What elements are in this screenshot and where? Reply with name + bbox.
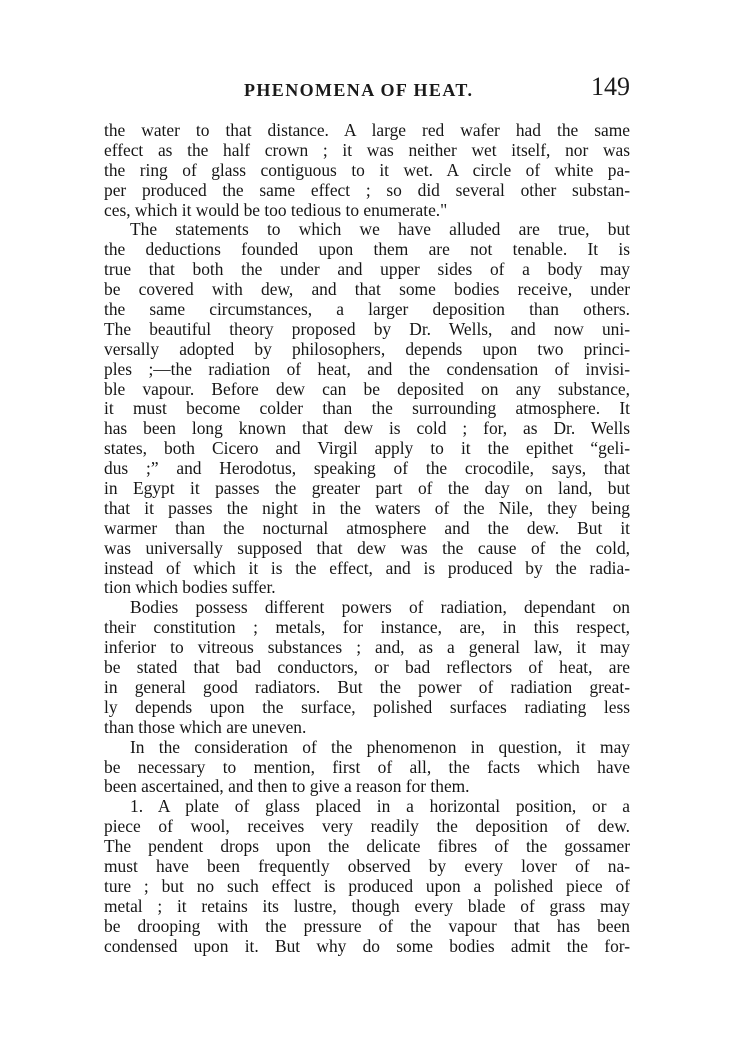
text-line: The beautiful theory proposed by Dr. Wells, and now uni- bbox=[104, 319, 630, 339]
text-line: the ring of glass contiguous to it wet. A circle of white pa- bbox=[104, 160, 630, 180]
text-line: be necessary to mention, first of all, the facts which have bbox=[104, 757, 630, 777]
text-line: has been long known that dew is cold ; for, as Dr. Wells bbox=[104, 419, 630, 439]
text-line: warmer than the nocturnal atmosphere and the dew. But it bbox=[104, 518, 630, 538]
text-line: the deductions founded upon them are not tenable. It is bbox=[104, 240, 630, 260]
body-text bbox=[104, 121, 630, 956]
text-line: in general good radiators. But the power of radiation great- bbox=[104, 677, 630, 697]
text-line: condensed upon it. But why do some bodies admit the for- bbox=[104, 936, 630, 956]
running-title: PHENOMENA OF HEAT. bbox=[244, 80, 474, 100]
text-line: versally adopted by philosophers, depends upon two princi- bbox=[104, 339, 630, 359]
text-line: instead of which it is the effect, and is produced by the radia- bbox=[104, 558, 630, 578]
text-line: ture ; but no such effect is produced upon a polished piece of bbox=[104, 876, 630, 896]
text-line: ples ;—the radiation of heat, and the condensation of invisi- bbox=[104, 359, 630, 379]
text-line: effect as the half crown ; it was neither wet itself, nor was bbox=[104, 140, 630, 160]
text-line: their constitution ; metals, for instance, are, in this respect, bbox=[104, 618, 630, 638]
page-number: 149 bbox=[591, 72, 630, 101]
text-line: true that both the under and upper sides of a body may bbox=[104, 260, 630, 280]
text-line: be covered with dew, and that some bodies receive, under bbox=[104, 280, 630, 300]
text-line: must have been frequently observed by every lover of na- bbox=[104, 856, 630, 876]
text-line: be drooping with the pressure of the vapour that has been bbox=[104, 916, 630, 936]
text-line: than those which are uneven. bbox=[104, 717, 307, 737]
text-line: states, both Cicero and Virgil apply to it the epithet “geli- bbox=[104, 439, 630, 459]
text-line: be stated that bad conductors, or bad reflectors of heat, are bbox=[104, 658, 630, 678]
text-line: ble vapour. Before dew can be deposited on any substance, bbox=[104, 379, 630, 399]
text-line: piece of wool, receives very readily the deposition of dew. bbox=[104, 817, 630, 837]
text-line: that it passes the night in the waters of the Nile, they being bbox=[104, 498, 630, 518]
text-line: in Egypt it passes the greater part of the day on land, but bbox=[104, 479, 630, 499]
text-line: been ascertained, and then to give a reason for them. bbox=[104, 777, 470, 797]
text-line: The statements to which we have alluded are true, but bbox=[130, 220, 630, 240]
text-line: inferior to vitreous substances ; and, as a general law, it may bbox=[104, 638, 630, 658]
text-line: dus ;” and Herodotus, speaking of the crocodile, says, that bbox=[104, 459, 630, 479]
text-line: it must become colder than the surrounding atmosphere. It bbox=[104, 399, 630, 419]
text-line: per produced the same effect ; so did several other substan- bbox=[104, 180, 630, 200]
text-line: The pendent drops upon the delicate fibres of the gossamer bbox=[104, 837, 630, 857]
text-line: ces, which it would be too tedious to enumerate." bbox=[104, 200, 448, 220]
text-line: the water to that distance. A large red wafer had the same bbox=[104, 121, 630, 140]
text-line: tion which bodies suffer. bbox=[104, 578, 276, 598]
text-line: 1. A plate of glass placed in a horizontal position, or a bbox=[130, 797, 630, 817]
text-line: the same circumstances, a larger deposition than others. bbox=[104, 300, 630, 320]
text-line: was universally supposed that dew was the cause of the cold, bbox=[104, 538, 630, 558]
text-line: ly depends upon the surface, polished surfaces radiating less bbox=[104, 697, 630, 717]
text-line: Bodies possess different powers of radiation, dependant on bbox=[130, 598, 630, 618]
running-head bbox=[104, 70, 630, 106]
text-line: metal ; it retains its lustre, though every blade of grass may bbox=[104, 896, 630, 916]
text-line: In the consideration of the phenomenon in question, it may bbox=[130, 737, 630, 757]
